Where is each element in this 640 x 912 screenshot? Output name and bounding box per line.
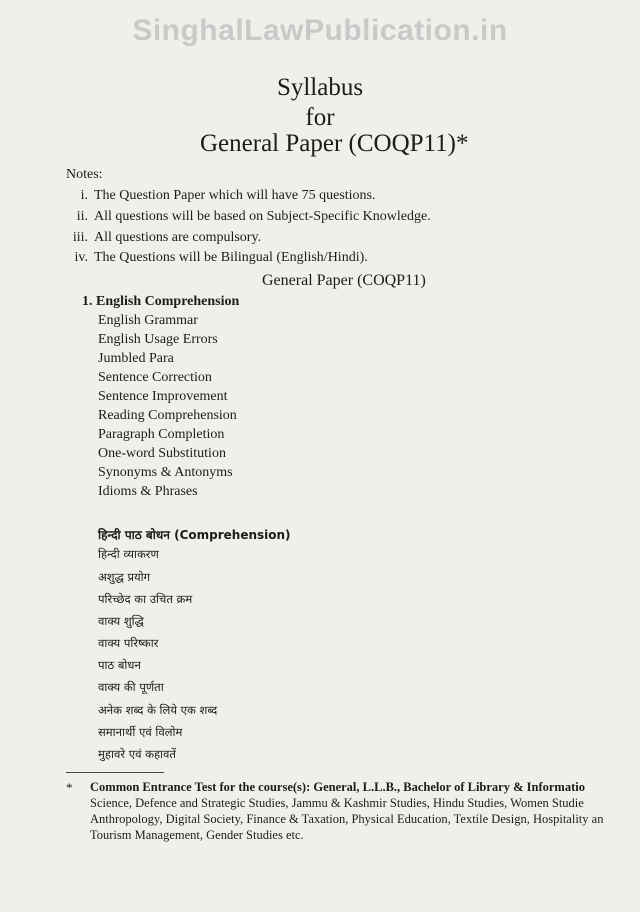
footnote-line: Tourism Management, Gender Studies etc.	[90, 828, 304, 842]
hindi-topic: मुहावरे एवं कहावतें	[98, 747, 176, 761]
english-topic: English Grammar	[98, 313, 198, 328]
note-num: iv.	[74, 250, 88, 265]
hindi-topic: अनेक शब्द के लिये एक शब्द	[98, 703, 218, 717]
hindi-topic: समानार्थी एवं विलोम	[98, 725, 183, 739]
hindi-topic: हिन्दी व्याकरण	[98, 547, 159, 561]
english-topic: Sentence Correction	[98, 370, 212, 385]
title-syllabus: Syllabus	[276, 74, 364, 101]
english-topic: Synonyms & Antonyms	[98, 465, 233, 480]
hindi-topic: पाठ बोधन	[98, 658, 141, 672]
hindi-topic: परिच्छेद का उचित क्रम	[98, 592, 193, 606]
hindi-topic: वाक्य की पूर्णता	[98, 680, 164, 694]
footnote-rule	[66, 772, 164, 773]
note-text: The Questions will be Bilingual (English/Hindi).	[94, 250, 368, 265]
footnote-line: Common Entrance Test for the course(s): General, L.L.B., Bachelor of Library & Informatio	[90, 780, 585, 794]
note-text: All questions are compulsory.	[94, 230, 262, 245]
english-topic: Paragraph Completion	[98, 427, 225, 442]
notes-heading: Notes:	[66, 167, 103, 182]
english-topic: Sentence Improvement	[98, 389, 228, 404]
footnote-line: Science, Defence and Strategic Studies, Jammu & Kashmir Studies, Hindu Studies, Women Studie	[90, 796, 584, 810]
note-num: iii.	[72, 230, 88, 245]
note-num: i.	[80, 188, 88, 203]
note-text: All questions will be based on Subject-Specific Knowledge.	[94, 209, 431, 224]
english-topic: Idioms & Phrases	[98, 484, 198, 499]
hindi-topic: अशुद्ध प्रयोग	[98, 570, 151, 584]
watermark: SinghalLawPublication.in	[132, 14, 508, 47]
english-topic: Jumbled Para	[98, 351, 174, 366]
note-text: The Question Paper which will have 75 questions.	[94, 188, 376, 203]
hindi-heading: हिन्दी पाठ बोधन (Comprehension)	[98, 528, 291, 542]
title-for: for	[305, 104, 335, 131]
title-paper: General Paper (COQP11)*	[200, 130, 469, 157]
hindi-topic: वाक्य शुद्धि	[98, 614, 144, 628]
section-heading: General Paper (COQP11)	[262, 272, 426, 289]
english-topic: English Usage Errors	[98, 332, 218, 347]
english-topic: Reading Comprehension	[98, 408, 237, 423]
footnote-line: Anthropology, Digital Society, Finance & Taxation, Physical Education, Textile Design, Hospitality an	[90, 812, 604, 826]
note-num: ii.	[76, 209, 88, 224]
footnote-marker: *	[66, 780, 73, 795]
hindi-topic: वाक्य परिष्कार	[98, 636, 159, 650]
english-topic: One-word Substitution	[98, 446, 226, 461]
english-heading: 1. English Comprehension	[82, 294, 240, 309]
